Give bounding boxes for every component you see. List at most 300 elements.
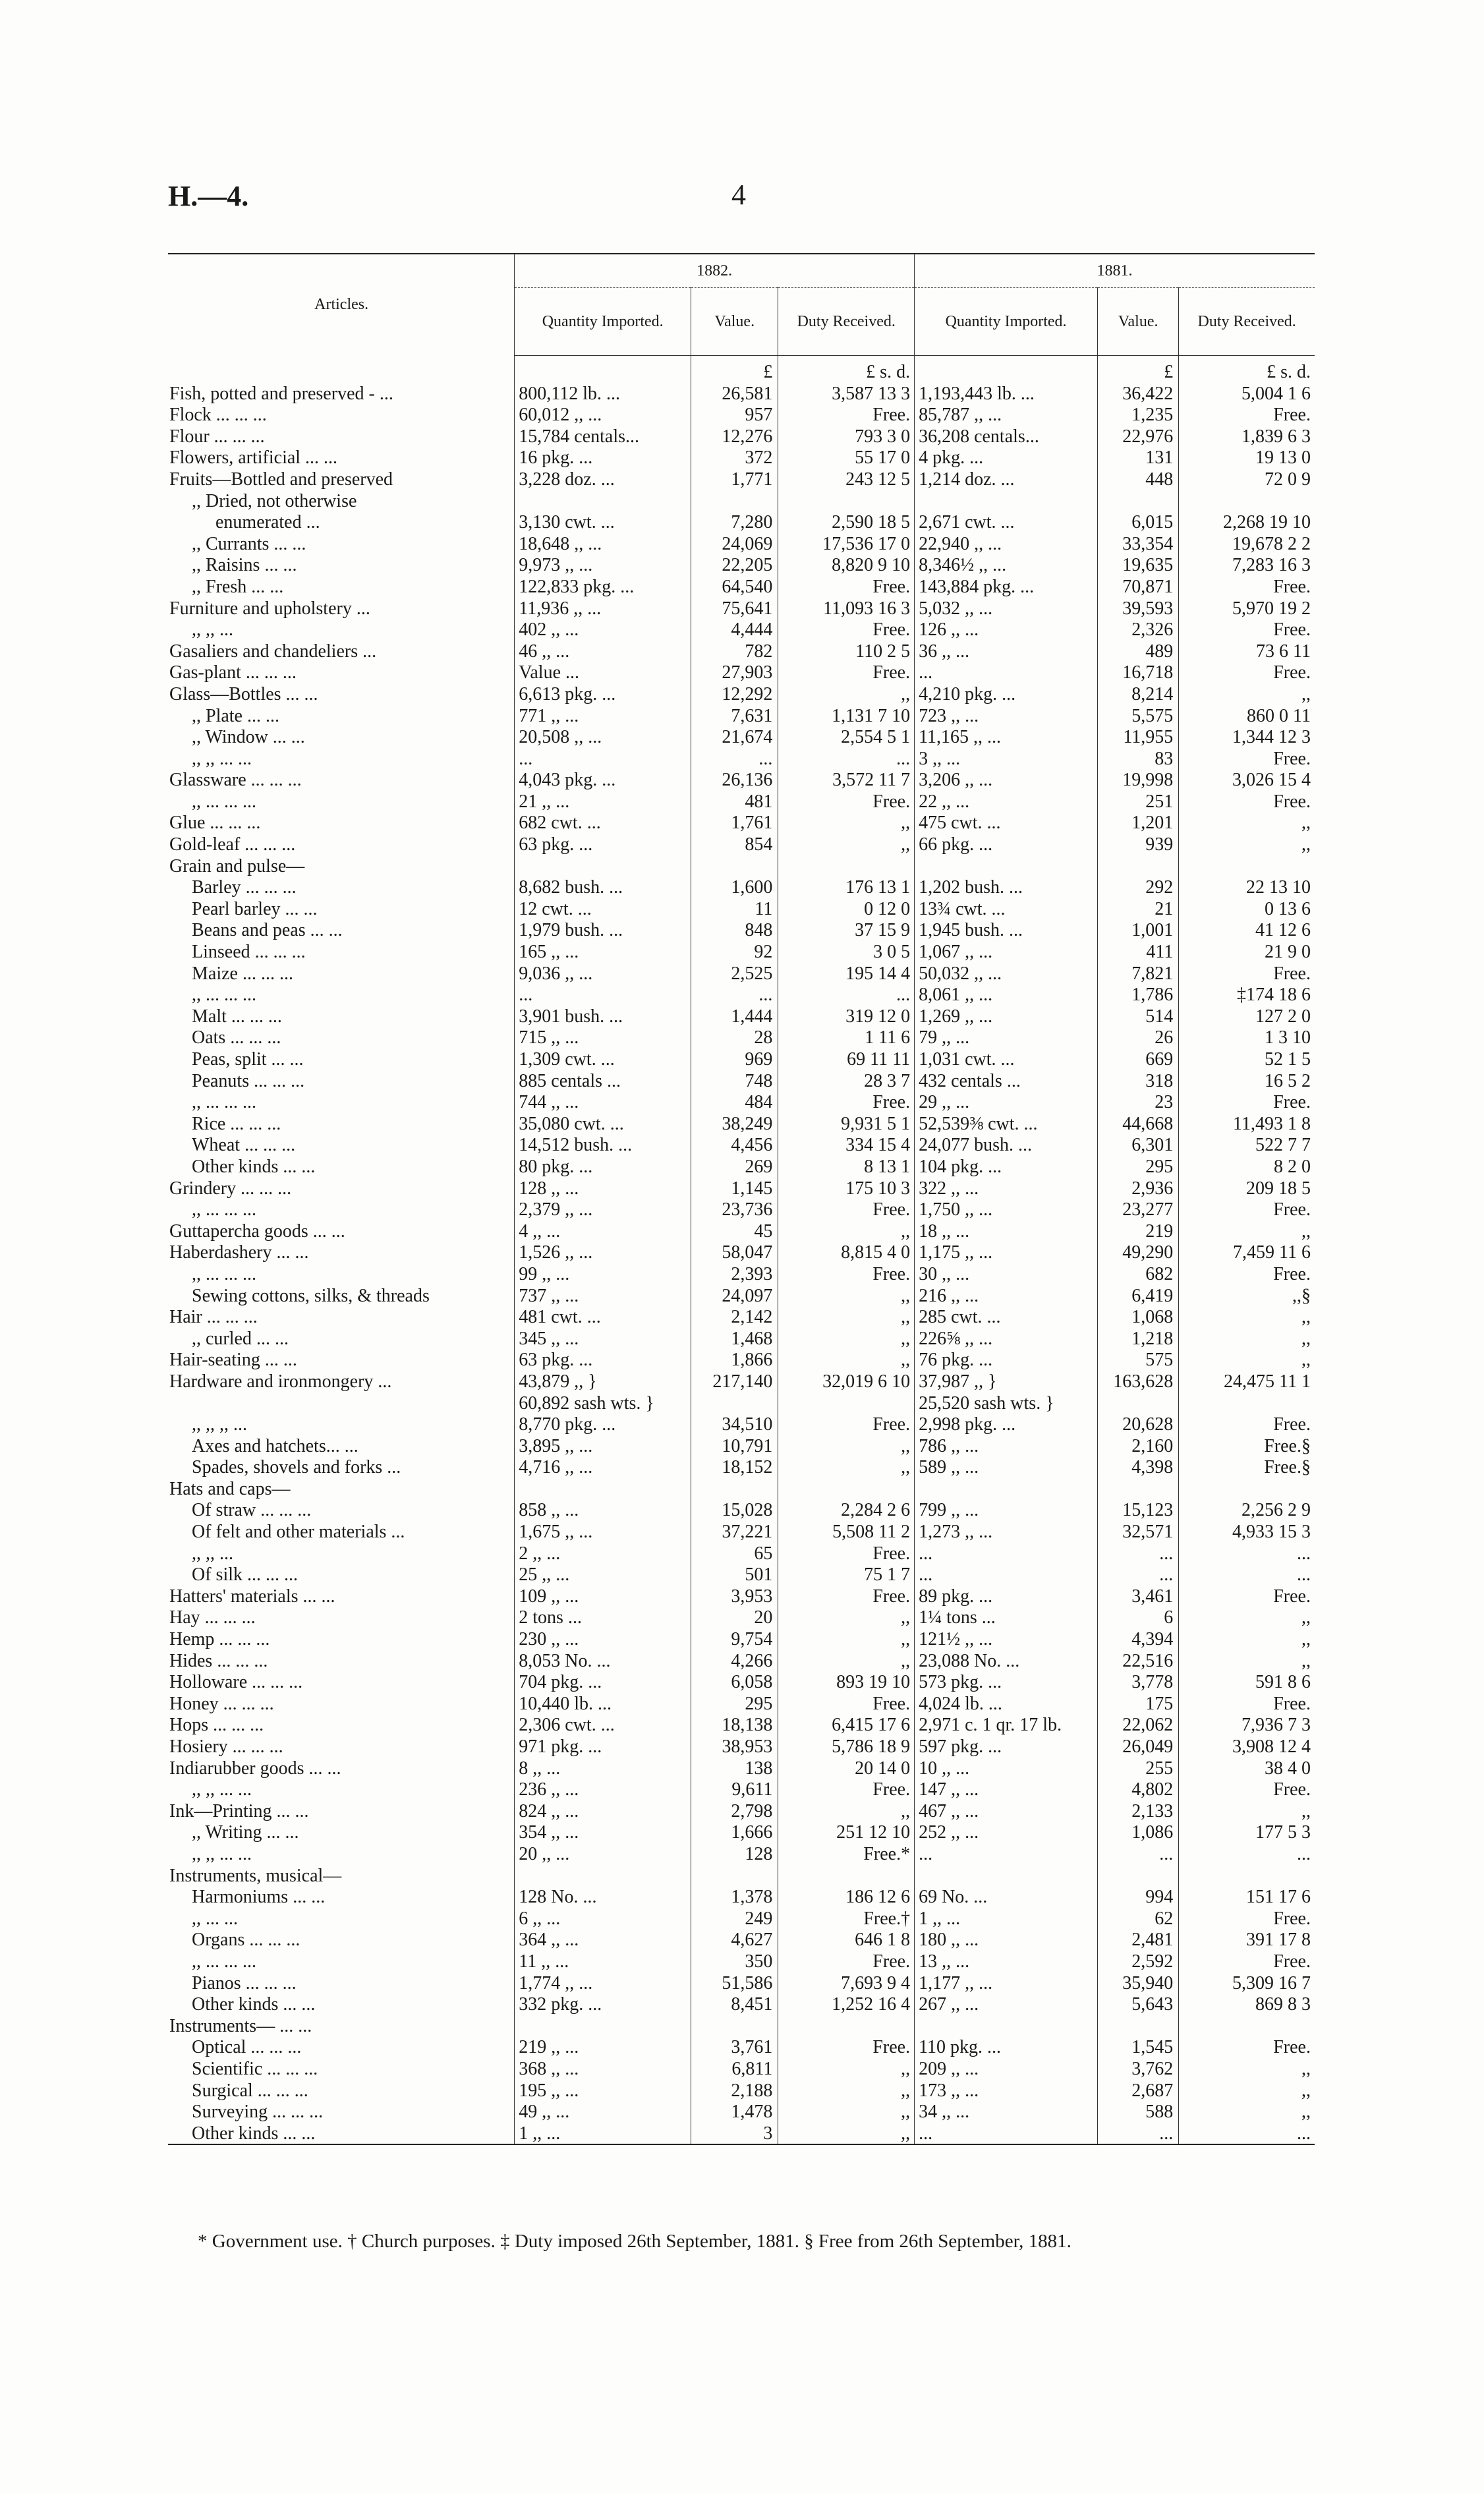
article-cell: ,, Dried, not otherwise bbox=[192, 490, 357, 511]
article-cell: Gas-plant ... ... ... bbox=[169, 662, 297, 683]
qty-1882-cell: 35,080 cwt. ... bbox=[515, 1112, 691, 1134]
duty-1882-cell: Free. bbox=[778, 1779, 915, 1800]
qty-1881-cell: 110 pkg. ... bbox=[915, 2036, 1098, 2058]
duty-1881-cell: Free. bbox=[1179, 747, 1315, 769]
duty-1881-cell: 7,283 16 3 bbox=[1179, 554, 1315, 576]
article-cell: Malt ... ... ... bbox=[192, 1006, 282, 1027]
table-row bbox=[168, 919, 1315, 941]
value-1881-cell: 6,015 bbox=[1098, 511, 1179, 533]
table-row bbox=[168, 1477, 1315, 1499]
article-cell: Peas, split ... ... bbox=[192, 1049, 304, 1070]
table-row bbox=[168, 1414, 1315, 1435]
duty-1882-cell: 2,284 2 6 bbox=[778, 1499, 915, 1521]
duty-1882-cell: ,, bbox=[778, 1456, 915, 1478]
duty-1881-cell: 2,268 19 10 bbox=[1179, 511, 1315, 533]
duty-1882-cell: ,, bbox=[778, 833, 915, 855]
value-1882-cell: 65 bbox=[691, 1542, 778, 1564]
value-1882-cell: 295 bbox=[691, 1692, 778, 1714]
qty-1881-cell: 573 pkg. ... bbox=[915, 1671, 1098, 1693]
value-1881-cell: 295 bbox=[1098, 1155, 1179, 1177]
article-cell: Of felt and other materials ... bbox=[192, 1522, 405, 1543]
table-row bbox=[168, 1199, 1315, 1220]
qty-1881-cell: 1,202 bush. ... bbox=[915, 876, 1098, 898]
article-cell: Guttapercha goods ... ... bbox=[169, 1220, 345, 1242]
table-row bbox=[168, 1112, 1315, 1134]
value-1881-cell bbox=[1098, 1864, 1179, 1886]
value-1881-cell: 251 bbox=[1098, 790, 1179, 812]
article-cell: Spades, shovels and forks ... bbox=[192, 1457, 401, 1478]
value-1881-cell: 2,133 bbox=[1098, 1800, 1179, 1821]
article-cell: Glassware ... ... ... bbox=[169, 770, 302, 791]
duty-1881-cell: Free. bbox=[1179, 619, 1315, 641]
value-1881-cell: 70,871 bbox=[1098, 575, 1179, 597]
table-row bbox=[168, 1907, 1315, 1929]
table-row bbox=[168, 1692, 1315, 1714]
value-1881-cell: 4,394 bbox=[1098, 1628, 1179, 1649]
duty-1881-cell: ,, bbox=[1179, 2057, 1315, 2079]
value-1881-cell: 22,976 bbox=[1098, 425, 1179, 447]
article-cell bbox=[168, 1392, 515, 1414]
articles-header: Articles. bbox=[314, 296, 369, 314]
qty-1881-cell: 121½ ,, ... bbox=[915, 1628, 1098, 1649]
article-cell: enumerated ... bbox=[215, 512, 320, 533]
qty-1882-cell: 128 ,, ... bbox=[515, 1177, 691, 1199]
duty-1881-cell: 3,908 12 4 bbox=[1179, 1735, 1315, 1757]
qty-1881-cell: 36 ,, ... bbox=[915, 640, 1098, 662]
duty-1882-cell: ... bbox=[778, 747, 915, 769]
duty-1882-cell: 7,693 9 4 bbox=[778, 1972, 915, 1993]
qty-1882-cell: 49 ,, ... bbox=[515, 2101, 691, 2123]
qty-1881-cell: 226⅝ ,, ... bbox=[915, 1327, 1098, 1349]
table-row bbox=[168, 575, 1315, 597]
table-row bbox=[168, 855, 1315, 876]
table-row bbox=[168, 1456, 1315, 1478]
article-cell: ,, ... ... ... bbox=[192, 1951, 256, 1972]
qty-1881-cell bbox=[915, 1477, 1098, 1499]
duty-1882-cell: 2,590 18 5 bbox=[778, 511, 915, 533]
article-cell: Of silk ... ... ... bbox=[192, 1564, 298, 1586]
article-cell: Ink—Printing ... ... bbox=[169, 1800, 309, 1821]
duty-1882-cell bbox=[778, 1392, 915, 1414]
value-1882-cell: 1,378 bbox=[691, 1886, 778, 1908]
duty-1881-cell: Free. bbox=[1179, 404, 1315, 426]
qty-1882-cell: 10,440 lb. ... bbox=[515, 1692, 691, 1714]
value-1882-cell: 9,611 bbox=[691, 1779, 778, 1800]
table-row bbox=[168, 812, 1315, 834]
value-1882-cell: 481 bbox=[691, 790, 778, 812]
duty-1882-cell: 1 11 6 bbox=[778, 1027, 915, 1048]
value-1882-cell: ... bbox=[691, 984, 778, 1006]
value-1882-cell: 75,641 bbox=[691, 597, 778, 619]
qty-1882-cell: 8,770 pkg. ... bbox=[515, 1414, 691, 1435]
qty-1882-cell: 858 ,, ... bbox=[515, 1499, 691, 1521]
value-1881-cell: 131 bbox=[1098, 447, 1179, 469]
value-1881-cell: 255 bbox=[1098, 1757, 1179, 1779]
duty-1881-cell: 2,256 2 9 bbox=[1179, 1499, 1315, 1521]
table-row bbox=[168, 1585, 1315, 1607]
value-1881-cell: 939 bbox=[1098, 833, 1179, 855]
value-1882-cell: 1,145 bbox=[691, 1177, 778, 1199]
duty-1881-cell: Free. bbox=[1179, 1414, 1315, 1435]
qty-1881-cell: 723 ,, ... bbox=[915, 704, 1098, 726]
duty-1881-cell: Free. bbox=[1179, 1263, 1315, 1284]
value-1881-cell: 1,786 bbox=[1098, 984, 1179, 1006]
table-row bbox=[168, 1284, 1315, 1306]
value-1881-cell: 1,086 bbox=[1098, 1821, 1179, 1843]
qty-1882-cell bbox=[515, 2015, 691, 2036]
duty-1882-cell: ,, bbox=[778, 683, 915, 704]
qty-1882-cell: 6,613 pkg. ... bbox=[515, 683, 691, 704]
table-row bbox=[168, 1779, 1315, 1800]
duty-1881-cell: 5,004 1 6 bbox=[1179, 382, 1315, 404]
article-cell: Surveying ... ... ... bbox=[192, 2102, 324, 2123]
duty-1882-cell: ,, bbox=[778, 1607, 915, 1628]
table-row bbox=[168, 597, 1315, 619]
qty-1882-cell bbox=[515, 490, 691, 511]
qty-1882-cell: 715 ,, ... bbox=[515, 1027, 691, 1048]
qty-1881-cell: 30 ,, ... bbox=[915, 1263, 1098, 1284]
duty-1881-cell: 391 17 8 bbox=[1179, 1929, 1315, 1951]
qty-1881-cell: 29 ,, ... bbox=[915, 1091, 1098, 1113]
table-row bbox=[168, 1327, 1315, 1349]
value-1882-cell: 34,510 bbox=[691, 1414, 778, 1435]
value-1882-cell: 4,266 bbox=[691, 1649, 778, 1671]
value-1881-cell: 7,821 bbox=[1098, 962, 1179, 984]
duty-1882-cell: 37 15 9 bbox=[778, 919, 915, 941]
value-1881-cell: 6 bbox=[1098, 1607, 1179, 1628]
duty-1882-cell: Free. bbox=[778, 1414, 915, 1435]
article-cell: Peanuts ... ... ... bbox=[192, 1070, 305, 1091]
qty-1882-cell: 1,309 cwt. ... bbox=[515, 1048, 691, 1070]
article-cell: Maize ... ... ... bbox=[192, 963, 293, 984]
value-1881-cell: 83 bbox=[1098, 747, 1179, 769]
table-row bbox=[168, 1714, 1315, 1736]
table-row bbox=[168, 790, 1315, 812]
article-cell: ,, ,, ... bbox=[192, 1543, 233, 1564]
duty-1882-cell: 8,820 9 10 bbox=[778, 554, 915, 576]
qty-1881-cell: 22 ,, ... bbox=[915, 790, 1098, 812]
duty-1882-cell: 893 19 10 bbox=[778, 1671, 915, 1693]
value-1881-cell: 2,481 bbox=[1098, 1929, 1179, 1951]
value-1881-cell: ... bbox=[1098, 1564, 1179, 1586]
qty-1882-cell: 8 ,, ... bbox=[515, 1757, 691, 1779]
value-1881-cell: 448 bbox=[1098, 468, 1179, 490]
value-1881-cell: 22,062 bbox=[1098, 1714, 1179, 1736]
article-cell: ,, ,, ... ... bbox=[192, 1843, 252, 1864]
article-cell: ,, ... ... ... bbox=[192, 1263, 256, 1284]
qty-1881-cell: 23,088 No. ... bbox=[915, 1649, 1098, 1671]
duty-1882-cell: 32,019 6 10 bbox=[778, 1370, 915, 1392]
qty-1882-cell: 771 ,, ... bbox=[515, 704, 691, 726]
duty-1882-cell: 75 1 7 bbox=[778, 1564, 915, 1586]
qty-1881-cell: ... bbox=[915, 1564, 1098, 1586]
duty-1882-cell: 176 13 1 bbox=[778, 876, 915, 898]
value-1882-cell: 2,798 bbox=[691, 1800, 778, 1821]
duty-1881-cell: ,, bbox=[1179, 683, 1315, 704]
table-row bbox=[168, 468, 1315, 490]
value-1882-cell bbox=[691, 855, 778, 876]
article-cell: Glue ... ... ... bbox=[169, 813, 261, 834]
value-1882-cell: 7,631 bbox=[691, 704, 778, 726]
table-row bbox=[168, 2015, 1315, 2036]
duty-1881-cell: 1 3 10 bbox=[1179, 1027, 1315, 1048]
qty-1882-cell: 11,936 ,, ... bbox=[515, 597, 691, 619]
qty-1882-cell: 354 ,, ... bbox=[515, 1821, 691, 1843]
qty-1882-cell: 8,682 bush. ... bbox=[515, 876, 691, 898]
duty-1882-cell: ,, bbox=[778, 2101, 915, 2123]
duty-1881-cell: 7,936 7 3 bbox=[1179, 1714, 1315, 1736]
qty-1881-cell: 799 ,, ... bbox=[915, 1499, 1098, 1521]
article-cell: Indiarubber goods ... ... bbox=[169, 1758, 341, 1779]
qty-1882-cell: 737 ,, ... bbox=[515, 1284, 691, 1306]
duty-1881-cell: 1,839 6 3 bbox=[1179, 425, 1315, 447]
duty-1882-cell: 175 10 3 bbox=[778, 1177, 915, 1199]
qty-header-1881: Quantity Imported. bbox=[915, 288, 1098, 356]
value-1881-cell: 44,668 bbox=[1098, 1112, 1179, 1134]
qty-1881-cell: 18 ,, ... bbox=[915, 1220, 1098, 1242]
value-1881-cell: 36,422 bbox=[1098, 382, 1179, 404]
duty-1882-cell: 28 3 7 bbox=[778, 1070, 915, 1091]
article-cell: ,, ,, ... ... bbox=[192, 748, 252, 769]
value-1882-cell: 37,221 bbox=[691, 1520, 778, 1542]
qty-1881-cell: 1,193,443 lb. ... bbox=[915, 382, 1098, 404]
unit-pounds-1881: £ bbox=[1098, 356, 1179, 383]
qty-1881-cell: 3,206 ,, ... bbox=[915, 769, 1098, 791]
duty-1882-cell: 793 3 0 bbox=[778, 425, 915, 447]
value-header-1881: Value. bbox=[1098, 288, 1179, 356]
table-row bbox=[168, 1607, 1315, 1628]
table-row bbox=[168, 2122, 1315, 2144]
article-cell: Rice ... ... ... bbox=[192, 1113, 281, 1134]
duty-1882-cell: 195 14 4 bbox=[778, 962, 915, 984]
qty-1882-cell: 236 ,, ... bbox=[515, 1779, 691, 1800]
value-1881-cell: ... bbox=[1098, 2122, 1179, 2144]
value-1882-cell: 1,468 bbox=[691, 1327, 778, 1349]
value-1882-cell: 2,393 bbox=[691, 1263, 778, 1284]
table-row bbox=[168, 1435, 1315, 1456]
duty-1882-cell: 186 12 6 bbox=[778, 1886, 915, 1908]
table-row bbox=[168, 1392, 1315, 1414]
table-row bbox=[168, 1155, 1315, 1177]
qty-1882-cell: 14,512 bush. ... bbox=[515, 1134, 691, 1156]
value-1881-cell: 1,201 bbox=[1098, 812, 1179, 834]
article-cell: Haberdashery ... ... bbox=[169, 1242, 309, 1263]
value-1881-cell: 4,802 bbox=[1098, 1779, 1179, 1800]
value-1881-cell: 23,277 bbox=[1098, 1199, 1179, 1220]
table-row bbox=[168, 1242, 1315, 1263]
value-1882-cell: 128 bbox=[691, 1843, 778, 1864]
table-row bbox=[168, 490, 1315, 511]
duty-1881-cell bbox=[1179, 1864, 1315, 1886]
article-cell: Scientific ... ... ... bbox=[192, 2058, 318, 2079]
table-row bbox=[168, 447, 1315, 469]
duty-1882-cell: 69 11 11 bbox=[778, 1048, 915, 1070]
article-cell: ,, ... ... ... bbox=[192, 985, 256, 1006]
value-1882-cell: 6,058 bbox=[691, 1671, 778, 1693]
qty-1881-cell: 76 pkg. ... bbox=[915, 1349, 1098, 1371]
duty-1882-cell: ,, bbox=[778, 1220, 915, 1242]
qty-1881-cell: 2,671 cwt. ... bbox=[915, 511, 1098, 533]
value-1881-cell: 6,301 bbox=[1098, 1134, 1179, 1156]
qty-1882-cell: 3,901 bush. ... bbox=[515, 1005, 691, 1027]
article-cell: Barley ... ... ... bbox=[192, 877, 297, 898]
qty-1882-cell: Value ... bbox=[515, 662, 691, 683]
value-1881-cell: 39,593 bbox=[1098, 597, 1179, 619]
article-cell: ,, ... ... ... bbox=[192, 1092, 256, 1113]
duty-1881-cell: 209 18 5 bbox=[1179, 1177, 1315, 1199]
value-1881-cell: 33,354 bbox=[1098, 532, 1179, 554]
duty-1881-cell: 19,678 2 2 bbox=[1179, 532, 1315, 554]
qty-1881-cell: 285 cwt. ... bbox=[915, 1306, 1098, 1328]
value-1882-cell: 23,736 bbox=[691, 1199, 778, 1220]
value-1881-cell: 5,643 bbox=[1098, 1993, 1179, 2015]
value-1882-cell: 1,666 bbox=[691, 1821, 778, 1843]
duty-1881-cell: 127 2 0 bbox=[1179, 1005, 1315, 1027]
qty-1881-cell: 589 ,, ... bbox=[915, 1456, 1098, 1478]
table-row bbox=[168, 1048, 1315, 1070]
article-cell: ,, ,, ,, ... bbox=[192, 1414, 247, 1435]
duty-1882-cell: ,, bbox=[778, 1628, 915, 1649]
value-1881-cell: 4,398 bbox=[1098, 1456, 1179, 1478]
value-1882-cell: 1,444 bbox=[691, 1005, 778, 1027]
duty-1882-cell bbox=[778, 2015, 915, 2036]
qty-header-1882: Quantity Imported. bbox=[515, 288, 691, 356]
duty-1882-cell: Free. bbox=[778, 2036, 915, 2058]
table-row bbox=[168, 1886, 1315, 1908]
qty-1882-cell: 43,879 ,, } bbox=[515, 1370, 691, 1392]
table-row bbox=[168, 1349, 1315, 1371]
value-1881-cell: 32,571 bbox=[1098, 1520, 1179, 1542]
article-cell: Pearl barley ... ... bbox=[192, 898, 318, 919]
qty-1881-cell: ... bbox=[915, 1542, 1098, 1564]
value-1882-cell: 2,188 bbox=[691, 2079, 778, 2101]
qty-1881-cell: 37,987 ,, } bbox=[915, 1370, 1098, 1392]
table-row bbox=[168, 2079, 1315, 2101]
qty-1882-cell: 744 ,, ... bbox=[515, 1091, 691, 1113]
table-row bbox=[168, 640, 1315, 662]
duty-1881-cell: 177 5 3 bbox=[1179, 1821, 1315, 1843]
value-1881-cell: 15,123 bbox=[1098, 1499, 1179, 1521]
duty-1881-cell: ,, bbox=[1179, 833, 1315, 855]
value-1882-cell: 848 bbox=[691, 919, 778, 941]
article-cell: ,, Plate ... ... bbox=[192, 705, 279, 726]
qty-1881-cell: 4,024 lb. ... bbox=[915, 1692, 1098, 1714]
duty-1882-cell: 319 12 0 bbox=[778, 1005, 915, 1027]
duty-1881-cell: ... bbox=[1179, 1843, 1315, 1864]
duty-1882-cell: Free. bbox=[778, 619, 915, 641]
value-1881-cell: 26,049 bbox=[1098, 1735, 1179, 1757]
duty-1882-cell: 3,572 11 7 bbox=[778, 769, 915, 791]
duty-1882-cell: Free. bbox=[778, 662, 915, 683]
value-1882-cell: 269 bbox=[691, 1155, 778, 1177]
table-row bbox=[168, 1134, 1315, 1156]
qty-1882-cell: 800,112 lb. ... bbox=[515, 382, 691, 404]
qty-1881-cell: 4 pkg. ... bbox=[915, 447, 1098, 469]
qty-1881-cell: 3 ,, ... bbox=[915, 747, 1098, 769]
article-cell: Honey ... ... ... bbox=[169, 1693, 274, 1714]
qty-1881-cell: 216 ,, ... bbox=[915, 1284, 1098, 1306]
duty-1881-cell: ,, bbox=[1179, 1607, 1315, 1628]
duty-1882-cell bbox=[778, 490, 915, 511]
duty-1881-cell: 869 8 3 bbox=[1179, 1993, 1315, 2015]
duty-1882-cell: Free. bbox=[778, 1263, 915, 1284]
table-row bbox=[168, 511, 1315, 533]
value-1882-cell: 28 bbox=[691, 1027, 778, 1048]
value-1882-cell: 15,028 bbox=[691, 1499, 778, 1521]
table-row bbox=[168, 425, 1315, 447]
duty-1882-cell: ,, bbox=[778, 2079, 915, 2101]
qty-1881-cell: 50,032 ,, ... bbox=[915, 962, 1098, 984]
table-row bbox=[168, 2057, 1315, 2079]
duty-1881-cell: ,, bbox=[1179, 1349, 1315, 1371]
value-1881-cell: 1,545 bbox=[1098, 2036, 1179, 2058]
duty-1882-cell: ,, bbox=[778, 812, 915, 834]
duty-1881-cell: 22 13 10 bbox=[1179, 876, 1315, 898]
duty-1881-cell: 41 12 6 bbox=[1179, 919, 1315, 941]
value-1882-cell: 2,525 bbox=[691, 962, 778, 984]
qty-1882-cell: 16 pkg. ... bbox=[515, 447, 691, 469]
value-1881-cell: 1,218 bbox=[1098, 1327, 1179, 1349]
duty-1881-cell: 73 6 11 bbox=[1179, 640, 1315, 662]
value-1882-cell: 12,292 bbox=[691, 683, 778, 704]
qty-1882-cell: 63 pkg. ... bbox=[515, 1349, 691, 1371]
duty-1882-cell: 646 1 8 bbox=[778, 1929, 915, 1951]
duty-1881-cell: 1,344 12 3 bbox=[1179, 726, 1315, 748]
qty-1882-cell bbox=[515, 1477, 691, 1499]
table-row bbox=[168, 1220, 1315, 1242]
qty-1881-cell: 126 ,, ... bbox=[915, 619, 1098, 641]
qty-1882-cell: 2 ,, ... bbox=[515, 1542, 691, 1564]
duty-1882-cell: ,, bbox=[778, 1435, 915, 1456]
article-cell: Gold-leaf ... ... ... bbox=[169, 834, 296, 855]
value-1881-cell: 163,628 bbox=[1098, 1370, 1179, 1392]
value-1882-cell: 1,478 bbox=[691, 2101, 778, 2123]
value-1881-cell bbox=[1098, 1392, 1179, 1414]
qty-1882-cell: 80 pkg. ... bbox=[515, 1155, 691, 1177]
value-1881-cell: 682 bbox=[1098, 1263, 1179, 1284]
article-cell: ,, Currants ... ... bbox=[192, 533, 306, 554]
article-cell: Hides ... ... ... bbox=[169, 1650, 268, 1671]
duty-1882-cell: ,, bbox=[778, 2057, 915, 2079]
value-1881-cell: 3,461 bbox=[1098, 1585, 1179, 1607]
duty-1882-cell: 55 17 0 bbox=[778, 447, 915, 469]
qty-1881-cell: 1,177 ,, ... bbox=[915, 1972, 1098, 1993]
duty-1881-cell: 5,970 19 2 bbox=[1179, 597, 1315, 619]
qty-1881-cell: 147 ,, ... bbox=[915, 1779, 1098, 1800]
qty-1881-cell: ... bbox=[915, 1843, 1098, 1864]
value-1882-cell: 6,811 bbox=[691, 2057, 778, 2079]
value-1881-cell: 16,718 bbox=[1098, 662, 1179, 683]
value-1882-cell: ... bbox=[691, 747, 778, 769]
value-1882-cell: 8,451 bbox=[691, 1993, 778, 2015]
value-1881-cell: 1,068 bbox=[1098, 1306, 1179, 1328]
value-1881-cell: 3,762 bbox=[1098, 2057, 1179, 2079]
qty-1882-cell: 12 cwt. ... bbox=[515, 898, 691, 919]
qty-1882-cell: 3,895 ,, ... bbox=[515, 1435, 691, 1456]
duty-1881-cell: Free. bbox=[1179, 790, 1315, 812]
qty-1881-cell: 89 pkg. ... bbox=[915, 1585, 1098, 1607]
duty-1881-cell: Free. bbox=[1179, 1779, 1315, 1800]
value-1881-cell: 49,290 bbox=[1098, 1242, 1179, 1263]
duty-1882-cell bbox=[778, 855, 915, 876]
table-row bbox=[168, 1564, 1315, 1586]
value-1882-cell: 9,754 bbox=[691, 1628, 778, 1649]
qty-1881-cell: 66 pkg. ... bbox=[915, 833, 1098, 855]
duty-1881-cell: 24,475 11 1 bbox=[1179, 1370, 1315, 1392]
qty-1881-cell: 11,165 ,, ... bbox=[915, 726, 1098, 748]
table-row bbox=[168, 962, 1315, 984]
table-row bbox=[168, 1972, 1315, 1993]
